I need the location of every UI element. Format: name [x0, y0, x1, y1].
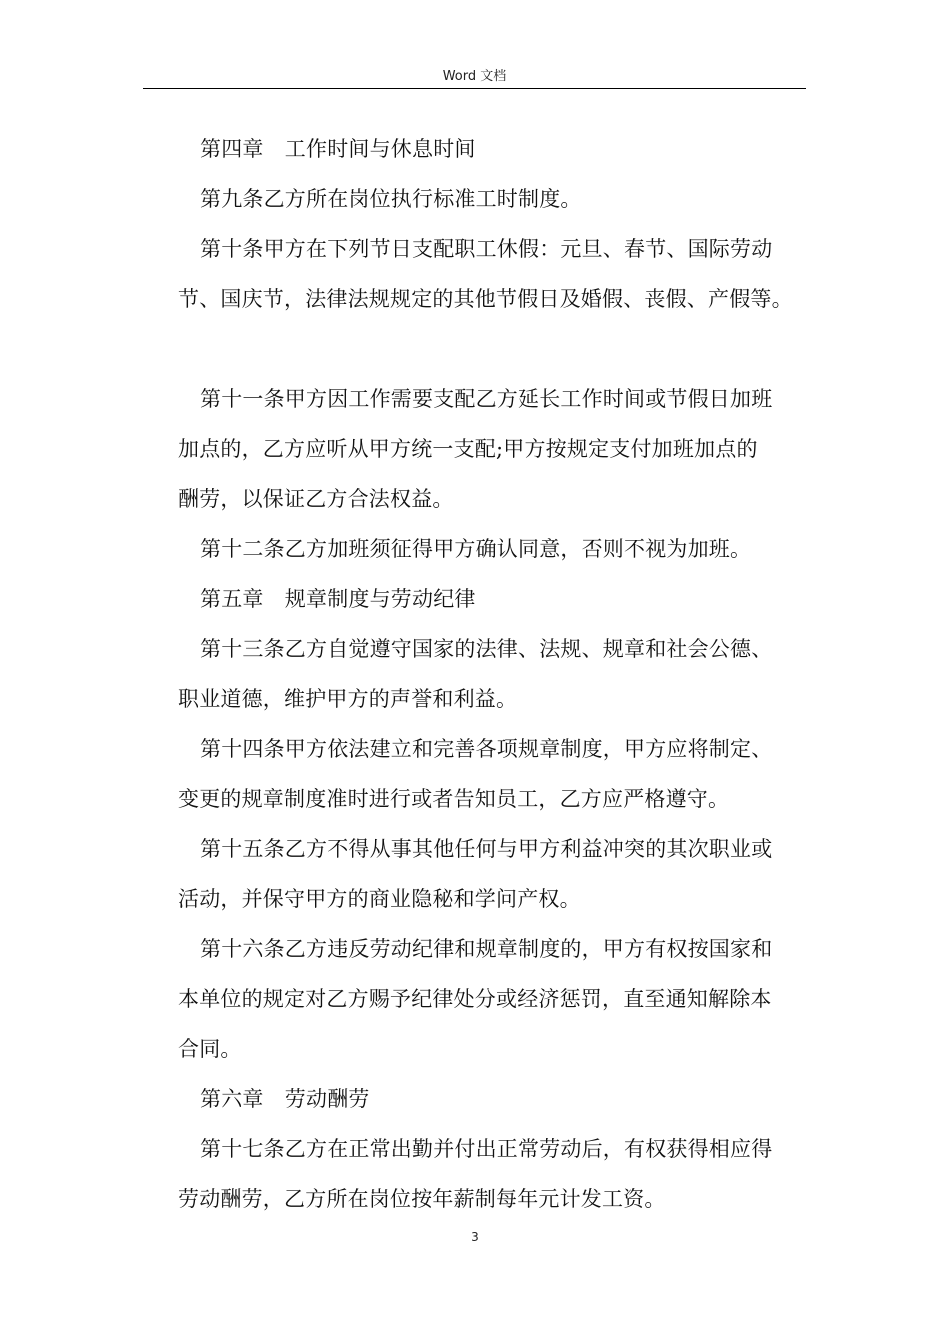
paragraph-line: 活动，并保守甲方的商业隐秘和学问产权。	[178, 887, 581, 911]
paragraph-line: 劳动酬劳，乙方所在岗位按年薪制每年元计发工资。	[178, 1187, 666, 1211]
paragraph-line: 第十三条乙方自觉遵守国家的法律、法规、规章和社会公德、	[200, 637, 773, 661]
paragraph-line: 酬劳，以保证乙方合法权益。	[178, 487, 454, 511]
paragraph-line: 第十一条甲方因工作需要支配乙方延长工作时间或节假日加班	[200, 387, 773, 411]
paragraph-line: 第十六条乙方违反劳动纪律和规章制度的，甲方有权按国家和	[200, 937, 773, 961]
paragraph-line: 变更的规章制度准时进行或者告知员工，乙方应严格遵守。	[178, 787, 730, 811]
paragraph-line: 职业道德，维护甲方的声誉和利益。	[178, 687, 518, 711]
page-number: 3	[471, 1230, 479, 1244]
paragraph-line: 第九条乙方所在岗位执行标准工时制度。	[200, 187, 582, 211]
chapter-heading: 第四章 工作时间与休息时间	[200, 137, 476, 161]
chapter-heading: 第六章 劳动酬劳	[200, 1087, 370, 1111]
chapter-heading: 第五章 规章制度与劳动纪律	[200, 587, 476, 611]
paragraph-line: 第十四条甲方依法建立和完善各项规章制度，甲方应将制定、	[200, 737, 773, 761]
paragraph-line: 合同。	[178, 1037, 242, 1061]
paragraph-line: 第十五条乙方不得从事其他任何与甲方利益冲突的其次职业或	[200, 837, 773, 861]
paragraph-line: 节、国庆节，法律法规规定的其他节假日及婚假、丧假、产假等。	[178, 287, 793, 311]
paragraph-line: 第十条甲方在下列节日支配职工休假：元旦、春节、国际劳动	[200, 237, 773, 261]
page-header: Word 文档	[442, 69, 507, 84]
paragraph-line: 第十二条乙方加班须征得甲方确认同意，否则不视为加班。	[200, 537, 752, 561]
paragraph-line: 加点的，乙方应听从甲方统一支配;甲方按规定支付加班加点的	[178, 437, 758, 461]
header-divider	[143, 88, 806, 89]
paragraph-line: 第十七条乙方在正常出勤并付出正常劳动后，有权获得相应得	[200, 1137, 773, 1161]
paragraph-line: 本单位的规定对乙方赐予纪律处分或经济惩罚，直至通知解除本	[178, 987, 772, 1011]
